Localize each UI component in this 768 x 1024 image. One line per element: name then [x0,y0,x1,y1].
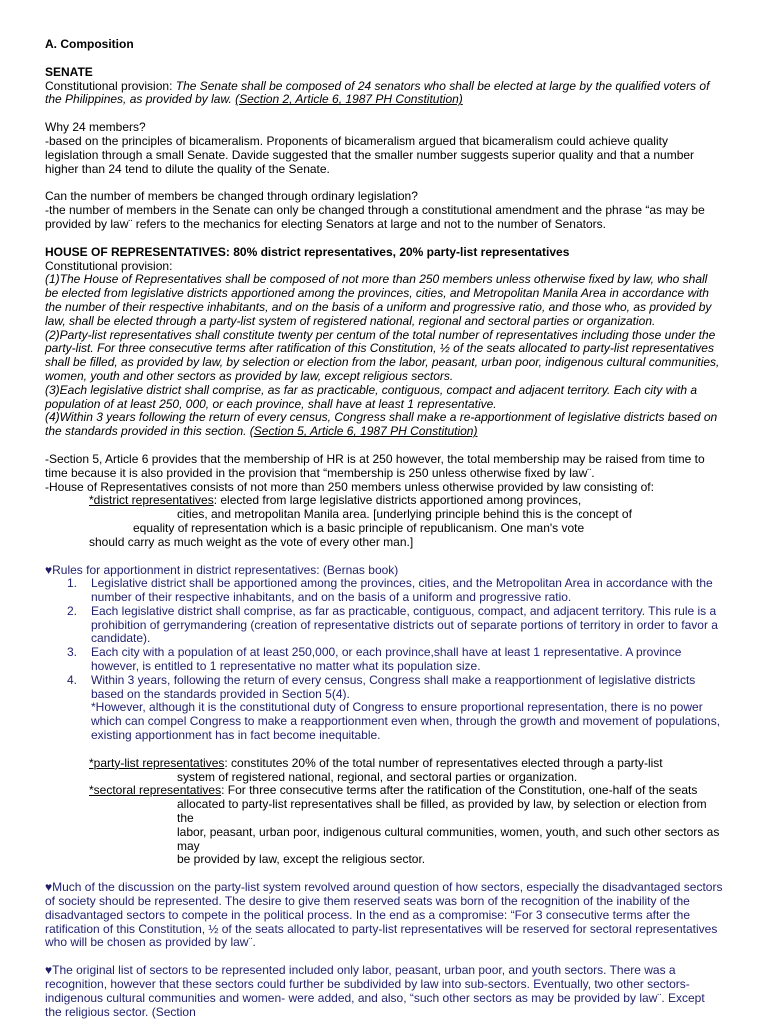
section-heading: A. Composition [45,37,134,51]
apportionment-rules [45,564,723,743]
sectoral-line-1: *sectoral representatives: For three consecutive terms after the ratification of the Constitution, one-half of the seats [89,783,698,798]
why-answer: -based on the principles of bicameralism. Proponents of bicameralism argued that bicameralism could achieve quality legislation through a small Senate. Davide suggested that the smaller number suggests superior quality and that a number higher than 24 tend to dilute the quality of the Senate. [45,133,695,176]
sectoral-line-4: be provided by law, except the religious sector. [177,852,426,867]
sectoral-line-3: labor, peasant, urban poor, indigenous cultural communities, women, youth, and such other sectors as may [177,824,720,853]
however-note: *However, although it is the constitutional duty of Congress to ensure proportional representation, there is no power which can compel Congress to make a reapportionment even when, through the growth and movement of populations, existing apportionment has in fact become inequitable. [91,700,721,743]
house-heading: HOUSE OF REPRESENTATIVES: 80% district representatives, 20% party-list representatives [45,244,570,259]
document-page [45,38,723,1019]
sectors-discussion: ♥The original list of sectors to be represented included only labor, peasant, urban poor, and youth sectors. There was a recognition, however that these sectors could further be subdivided by law into sub-sectors. Eventually, two other sectors-indigenous cultural communities and women- were added, and also, “such other sectors as may be provided by law¨. Except the religious sector. (Section [45,963,705,1019]
district-reps-line-4: should carry as much weight as the vote of every other man.] [89,534,414,549]
change-question: Can the number of members be changed through ordinary legislation? [45,189,418,204]
house-note-2: -House of Representatives consists of not more than 250 members unless otherwise provided by law consisting of: [45,479,654,494]
party-list-discussion: ♥Much of the discussion on the party-list system revolved around question of how sectors, especially the disadvantaged sectors of society should be represented. The desire to give them reserved seats was born of the recognition of the inability of the disadvantaged sectors to compete in the political process. In the end as a compromise: “For 3 consecutive terms after the ratification of this Constitution, ½ of the seats allocated to party-list representatives will be reserved for sectoral representatives who will be chosen as provided by law¨. [45,880,723,950]
list-item: 1. Legislative district shall be apportioned among the provinces, cities, and the Metropolitan Area in accordance with the number of their respective inhabitants, and on the basis of a uniform and progressive ratio. [67,576,713,605]
why-question: Why 24 members? [45,120,146,135]
house-provision-4: (4)Within 3 years following the return of every census, Congress shall make a re-apportionment of legislative districts based on the standards provided in this section. (Section 5, Article 6, 1987 PH Constitution) [45,410,718,439]
list-item: 2. Each legislative district shall comprise, as far as practicable, contiguous, compact, and adjacent territory. This rule is a prohibition of gerrymandering (creation of representative districts out of separate portions of territory in order to favor a candidate). [67,603,718,646]
house-provision-2: (2)Party-list representatives shall constitute twenty per centum of the total number of representatives including those under the party-list. For three consecutive terms after ratification of this Constitution, ½ of the seats allocated to party-list representatives shall be filled, as provided by law, by selection or election from the labor, peasant, urban poor, indigenous cultural communities, women, youth and other sectors as provided by law, except religious sectors. [45,327,720,383]
house-provision-label: Constitutional provision: [45,258,173,273]
house-provision-3: (3)Each legislative district shall comprise, as far as practicable, contiguous, compact and adjacent territory. Each city with a population of at least 250, 000, or each province, shall have at least 1 representative. [45,382,698,411]
list-item: 4. Within 3 years, following the return of every census, Congress shall make a reapportionment of legislative districts based on the standards provided in Section 5(4). [67,672,696,701]
house-note-1: -Section 5, Article 6 provides that the membership of HR is at 250 however, the total membership may be raised from time to time because it is also provided in the provision that “membership is 250 unless otherwise fixed by law¨. [45,451,705,480]
sectoral-line-2: allocated to party-list representatives shall be filled, as provided by law, by selection or election from the [177,797,707,826]
house-provision-1: (1)The House of Representatives shall be composed of not more than 250 members unless otherwise fixed by law, who shall be elected from legislative districts apportioned among the provinces, cities, and Metropolitan Manila Area in accordance with the number of their respective inhabitants, and on the basis of a uniform and progressive ratio, and those who, as provided by law, shall be elected through a party-list system of registered national, regional and sectoral parties or organization. [45,272,712,328]
district-reps-line-3: equality of representation which is a basic principle of republicanism. One man's vote [133,520,585,535]
rules-heading: ♥Rules for apportionment in district representatives: (Bernas book) [45,562,399,577]
list-item: 3. Each city with a population of at least 250,000, or each province,shall have at least 1 representative. A province however, is entitled to 1 representative no matter what its population size. [67,645,682,674]
rules-list [45,577,723,701]
change-answer: -the number of members in the Senate can only be changed through a constitutional amendment and the phrase “as may be provided by law¨ refers to the mechanics for electing Senators at large and not to the number of Senators. [45,203,705,231]
party-list-line-1: *party-list representatives: constitutes 20% of the total number of representatives elected through a party-list [89,755,663,770]
senate-provision: Constitutional provision: The Senate shall be composed of 24 senators who shall be elected at large by the qualified voters of the Philippines, as provided by law. (Section 2, Article 6, 1987 PH Constitution) [45,78,710,107]
senate-heading: SENATE [45,64,93,79]
party-list-line-2: system of registered national, regional, and sectoral parties or organization. [177,769,578,784]
district-reps-line-1: *district representatives: elected from large legislative districts apportioned among provinces, [89,493,582,508]
district-reps-line-2: cities, and metropolitan Manila area. [underlying principle behind this is the concept of [177,507,632,522]
